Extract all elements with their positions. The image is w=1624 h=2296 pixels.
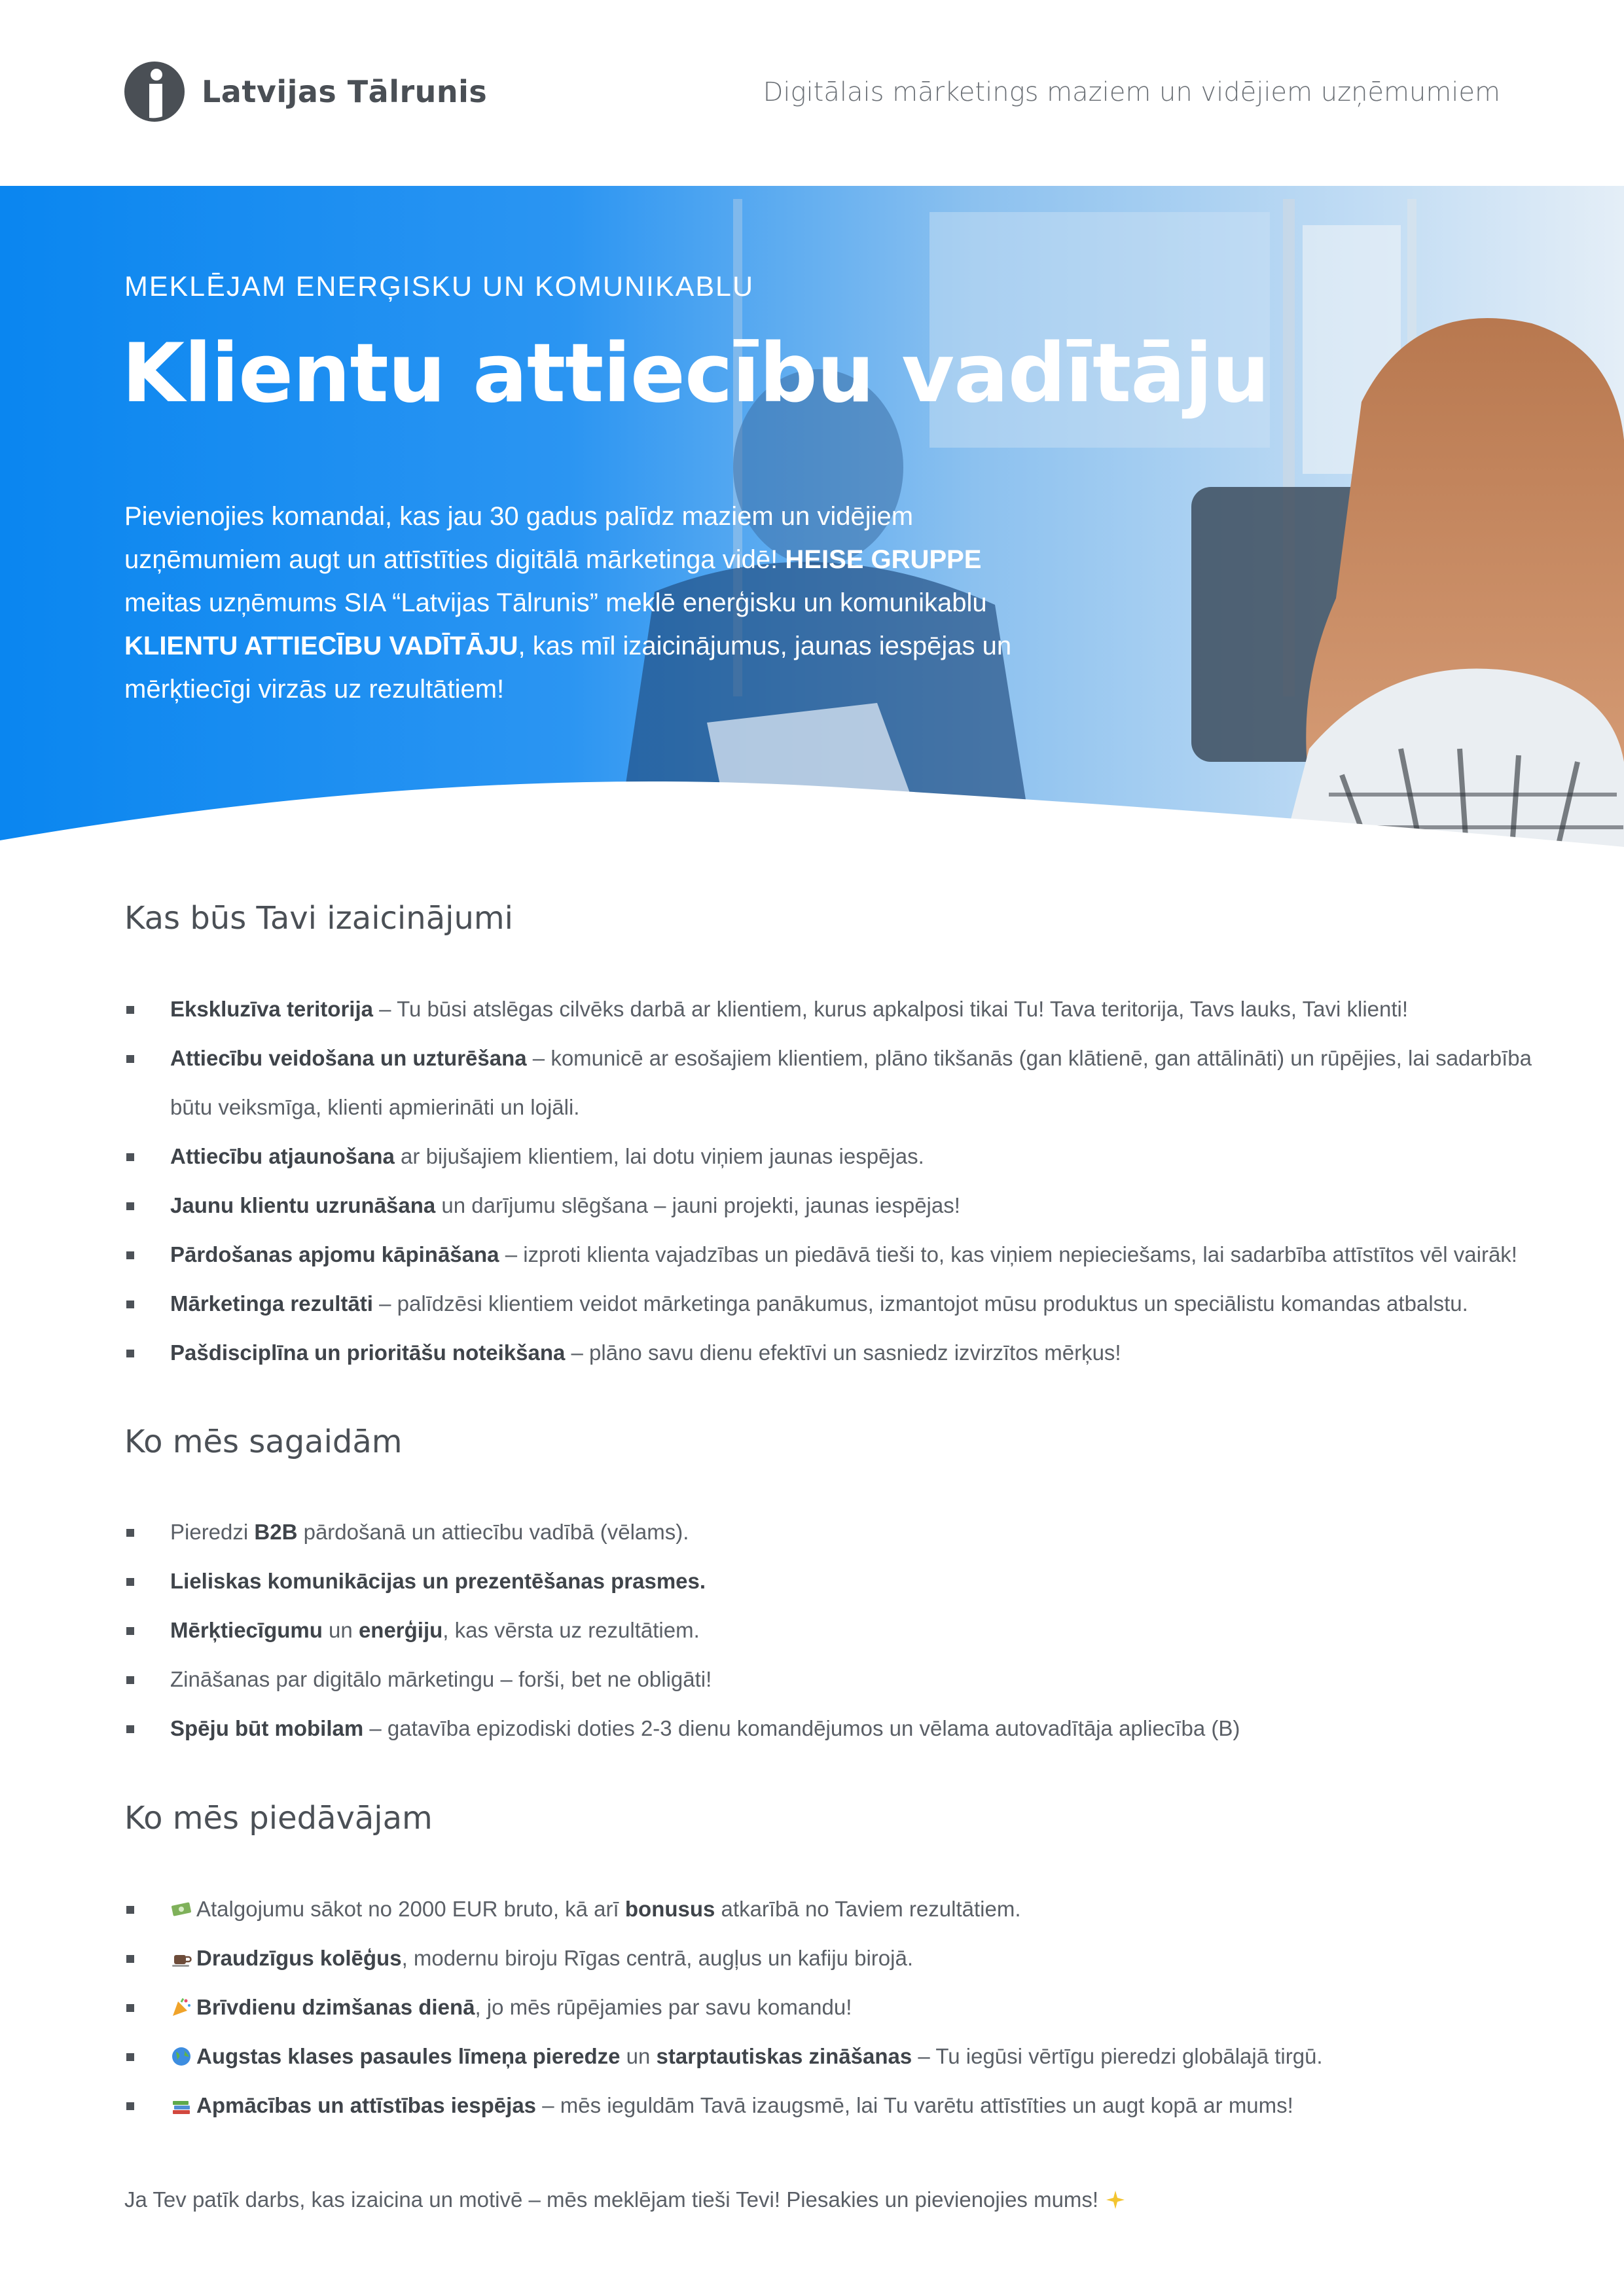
globe-icon: [170, 2045, 192, 2068]
sparkle-icon: [1104, 2189, 1127, 2211]
expectations-title: Ko mēs sagaidām: [124, 1424, 403, 1460]
books-icon: [170, 2094, 192, 2117]
list-item: Brīvdienu dzimšanas dienā, jo mēs rūpējamies par savu komandu!: [124, 1982, 1532, 2032]
list-item: Zināšanas par digitālo mārketingu – forši, bet ne obligāti!: [124, 1655, 1532, 1704]
hero-eyebrow: MEKLĒJAM ENERĢISKU UN KOMUNIKABLU: [124, 271, 755, 302]
challenges-list: [124, 984, 1532, 1377]
brand-name: Latvijas Tālrunis: [202, 74, 488, 109]
list-item: Lieliskas komunikācijas un prezentēšanas prasmes.: [124, 1556, 1532, 1605]
header-tagline: Digitālais mārketings maziem un vidējiem uzņēmumiem: [763, 77, 1500, 107]
list-item: Attiecību atjaunošana ar bijušajiem klientiem, lai dotu viņiem jaunas iespējas.: [124, 1132, 1532, 1181]
list-item: Pašdisciplīna un prioritāšu noteikšana – plāno savu dienu efektīvi un sasniedz izvirzītos mērķus!: [124, 1328, 1532, 1377]
list-item: Attiecību veidošana un uzturēšana – komunicē ar esošajiem klientiem, plāno tikšanās (gan klātienē, gan attālināti) un rūpējies, lai sadarbība būtu veiksmīga, klienti apmierināti un lojāli.: [124, 1033, 1532, 1132]
hero-banner: [0, 186, 1624, 847]
list-item: Pieredzi B2B pārdošanā un attiecību vadībā (vēlams).: [124, 1507, 1532, 1556]
list-item: Jaunu klientu uzrunāšana un darījumu slēgšana – jauni projekti, jaunas iespējas!: [124, 1181, 1532, 1230]
page-header: [0, 0, 1624, 187]
challenges-title: Kas būs Tavi izaicinājumi: [124, 900, 513, 937]
brand-logo: [123, 60, 487, 123]
list-item: Atalgojumu sākot no 2000 EUR bruto, kā arī bonusus atkarībā no Taviem rezultātiem.: [124, 1884, 1532, 1933]
info-logo-icon: [123, 60, 186, 123]
list-item: Ekskluzīva teritorija – Tu būsi atslēgas cilvēks darbā ar klientiem, kurus apkalposi tikai Tu! Tava teritorija, Tavs lauks, Tavi klienti!: [124, 984, 1532, 1033]
hero-title: Klientu attiecību vadītāju: [122, 327, 1269, 421]
offer-title: Ko mēs piedāvājam: [124, 1800, 433, 1837]
party-icon: [170, 1996, 192, 2018]
closing-text: Ja Tev patīk darbs, kas izaicina un motivē – mēs meklējam tieši Tevi! Piesakies un pievienojies mums!: [124, 2187, 1130, 2212]
offer-list: [124, 1884, 1532, 2130]
hero-intro: Pievienojies komandai, kas jau 30 gadus palīdz maziem un vidējiem uzņēmumiem augt un attīstīties digitālā mārketinga vidē! HEISE GRUPPE meitas uzņēmums SIA “Latvijas Tālrunis” meklē enerģisku un komunikablu KLIENTU ATTIECĪBU VADĪTĀJU, kas mīl izaicinājumus, jaunas iespējas un mērķtiecīgi virzās uz rezultātiem!: [124, 502, 1012, 704]
list-item: Mērķtiecīgumu un enerģiju, kas vērsta uz rezultātiem.: [124, 1605, 1532, 1655]
list-item: Spēju būt mobilam – gatavība epizodiski doties 2-3 dienu komandējumos un vēlama autovadītāja apliecība (B): [124, 1704, 1532, 1753]
list-item: Augstas klases pasaules līmeņa pieredze un starptautiskas zināšanas – Tu iegūsi vērtīgu pieredzi globālajā tirgū.: [124, 2032, 1532, 2081]
coffee-icon: [170, 1947, 192, 1969]
list-item: Apmācības un attīstības iespējas – mēs ieguldām Tavā izaugsmē, lai Tu varētu attīstīties un augt kopā ar mums!: [124, 2081, 1532, 2130]
list-item: Draudzīgus kolēģus, modernu biroju Rīgas centrā, augļus un kafiju birojā.: [124, 1933, 1532, 1982]
list-item: Mārketinga rezultāti – palīdzēsi klientiem veidot mārketinga panākumus, izmantojot mūsu produktus un speciālistu komandas atbalstu.: [124, 1279, 1532, 1328]
expectations-list: [124, 1507, 1532, 1753]
list-item: Pārdošanas apjomu kāpināšana – izproti klienta vajadzības un piedāvā tieši to, kas viņiem nepieciešams, lai sadarbība attīstītos vēl vairāk!: [124, 1230, 1532, 1279]
money-icon: [170, 1898, 192, 1920]
